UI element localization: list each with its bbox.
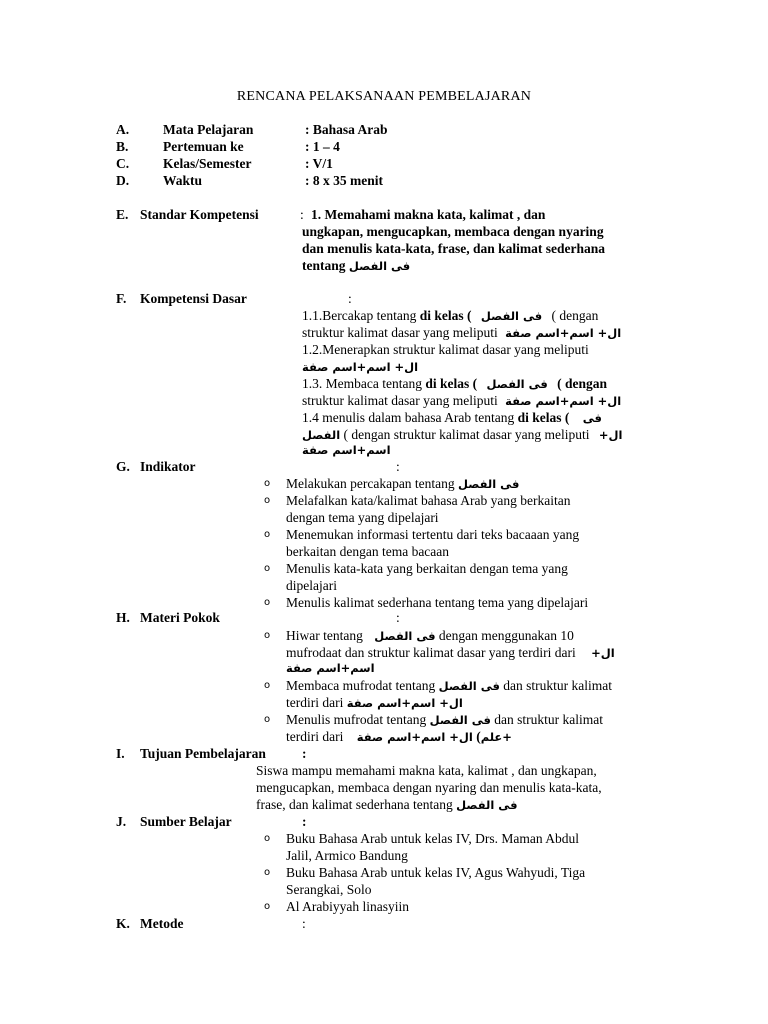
arabic-fil-fasl: فى الفصل: [374, 629, 436, 643]
bullet: o: [264, 563, 271, 574]
kd-1-3-struktur: struktur kalimat dasar yang meliputi: [302, 393, 498, 408]
bullet: o: [264, 867, 271, 878]
section-e-label: Standar Kompetensi: [140, 207, 259, 222]
indikator-3-line-2: berkaitan dengan tema bacaan: [286, 544, 450, 559]
materi-1-line-1: [286, 627, 574, 645]
section-g-label: Indikator: [140, 459, 196, 474]
sumber-1-line-2: Jalil, Armico Bandung: [286, 848, 408, 863]
bullet: o: [264, 901, 271, 912]
kd-1-2-line-2: [302, 358, 418, 376]
arabic-fi: فى: [582, 411, 602, 425]
section-h-colon: :: [396, 610, 400, 625]
kd-1-4-bold: di kelas (: [517, 410, 570, 425]
arabic-fil-fasl: فى الفصل: [458, 477, 520, 491]
materi-3-terdiri: terdiri dari: [286, 729, 344, 744]
materi-1-text: Hiwar tentang: [286, 628, 363, 643]
section-j-label: Sumber Belajar: [140, 814, 232, 829]
section-i-letter: I.: [116, 746, 125, 761]
kd-1-1-suffix: ( dengan: [551, 308, 599, 323]
arabic-al-ism-sifa: ال+ اسم+اسم صفة: [505, 326, 622, 340]
arabic-ilm: +علم: [480, 730, 512, 744]
indikator-4-line-2: dipelajari: [286, 578, 337, 593]
row-d-letter: D.: [116, 173, 130, 188]
kd-1-3-text: 1.3. Membaca tentang: [302, 376, 426, 391]
arabic-ism-sifa: اسم+اسم صفة: [286, 661, 375, 675]
kd-1-2-line-1: 1.2.Menerapkan struktur kalimat dasar yang meliputi: [302, 342, 589, 357]
standar-kompetensi-tentang: tentang: [302, 258, 346, 273]
kd-1-3-bold: di kelas (: [425, 376, 478, 391]
materi-1-suffix: dengan menggunakan 10: [438, 628, 574, 643]
materi-2-line-2: [286, 694, 463, 712]
row-b-value: : 1 – 4: [305, 139, 340, 154]
arabic-ism-sifa: اسم+اسم صفة: [302, 443, 391, 457]
section-k-colon: :: [302, 916, 306, 931]
bullet: o: [264, 714, 271, 725]
kd-1-1-line-1: [302, 307, 598, 325]
bullet: o: [264, 597, 271, 608]
indikator-1-text: Melakukan percakapan tentang: [286, 476, 455, 491]
section-j-letter: J.: [116, 814, 127, 829]
section-g-colon: :: [396, 459, 400, 474]
row-d-value: : 8 x 35 menit: [305, 173, 383, 188]
row-a-value: : Bahasa Arab: [305, 122, 388, 137]
row-a-label: Mata Pelajaran: [163, 122, 254, 137]
materi-1-struktur: mufrodaat dan struktur kalimat dasar yang terdiri dari: [286, 645, 576, 660]
section-f-letter: F.: [116, 291, 127, 306]
bullet: o: [264, 478, 271, 489]
row-c-letter: C.: [116, 156, 130, 171]
standar-kompetensi-line-1: 1. Memahami makna kata, kalimat , dan: [311, 207, 546, 222]
materi-3-line-2: [286, 728, 512, 746]
materi-3-line-1: [286, 711, 603, 729]
section-h-letter: H.: [116, 610, 130, 625]
section-e-colon: :: [300, 207, 304, 222]
section-h-label: Materi Pokok: [140, 610, 220, 625]
tujuan-line-3-text: frase, dan kalimat sederhana tentang: [256, 797, 453, 812]
sumber-1-line-1: Buku Bahasa Arab untuk kelas IV, Drs. Maman Abdul: [286, 831, 579, 846]
section-e-letter: E.: [116, 207, 129, 222]
kd-1-1-struktur: struktur kalimat dasar yang meliputi: [302, 325, 498, 340]
section-i-colon: :: [302, 746, 307, 761]
row-b-letter: B.: [116, 139, 129, 154]
arabic-al-ism-sifa: ال+ اسم+اسم صفة: [302, 360, 419, 374]
row-c-value: : V/1: [305, 156, 333, 171]
indikator-5: Menulis kalimat sederhana tentang tema yang dipelajari: [286, 595, 589, 610]
bullet: o: [264, 833, 271, 844]
row-a-letter: A.: [116, 122, 130, 137]
indikator-4-line-1: Menulis kata-kata yang berkaitan dengan tema yang: [286, 561, 568, 576]
standar-kompetensi-line-2: ungkapan, mengucapkan, membaca dengan nyaring: [302, 224, 604, 239]
kd-1-4-text: 1.4 menulis dalam bahasa Arab tentang: [302, 410, 518, 425]
arabic-fil-fasl: فى الفصل: [480, 309, 543, 323]
arabic-al-ism-sifa: ال+ اسم+اسم صفة: [505, 394, 622, 408]
arabic-fil-fasl: فى الفصل: [429, 713, 491, 727]
arabic-fil-fasl: فى الفصل: [438, 679, 500, 693]
bullet: o: [264, 529, 271, 540]
kd-1-3-line-1: [302, 375, 607, 393]
section-k-label: Metode: [140, 916, 184, 931]
materi-2-suffix: dan struktur kalimat: [503, 678, 612, 693]
standar-kompetensi-line-3: dan menulis kata-kata, frase, dan kalimat sederhana: [302, 241, 606, 256]
kd-1-1-bold: di kelas (: [419, 308, 472, 323]
materi-3-suffix: dan struktur kalimat: [494, 712, 604, 727]
section-g-letter: G.: [116, 459, 130, 474]
bullet: o: [264, 630, 271, 641]
arabic-fil-fasl: فى الفصل: [348, 259, 411, 273]
row-d-label: Waktu: [163, 173, 203, 188]
row-c-label: Kelas/Semester: [163, 156, 252, 171]
section-j-colon: :: [302, 814, 307, 829]
indikator-2-line-2: dengan tema yang dipelajari: [286, 510, 439, 525]
section-f-colon: :: [348, 291, 352, 306]
materi-1-line-3: [286, 659, 375, 677]
tujuan-line-2: mengucapkan, membaca dengan nyaring dan menulis kata-kata,: [256, 780, 602, 795]
materi-3-text: Menulis mufrodat tentang: [286, 712, 427, 727]
section-f-label: Kompetensi Dasar: [140, 291, 247, 306]
arabic-al-fasl: الفصل: [302, 428, 341, 442]
sumber-2-line-1: Buku Bahasa Arab untuk kelas IV, Agus Wahyudi, Tiga: [286, 865, 586, 880]
sumber-2-line-2: Serangkai, Solo: [286, 882, 372, 897]
arabic-fil-fasl: فى الفصل: [486, 377, 548, 391]
kd-1-4-line-1: [302, 409, 602, 427]
kd-1-4-line-3: [302, 441, 391, 459]
section-i-label: Tujuan Pembelajaran: [140, 746, 266, 761]
materi-2-terdiri: terdiri dari: [286, 695, 344, 710]
sumber-3: Al Arabiyyah linasyiin: [286, 899, 409, 914]
standar-kompetensi-line-4: [302, 257, 410, 275]
kd-1-3-line-2: [302, 392, 621, 410]
row-b-label: Pertemuan ke: [163, 139, 244, 154]
arabic-al-ism-sifa: ال+ اسم+اسم صفة: [356, 730, 473, 744]
kd-1-4-suffix: ( dengan struktur kalimat dasar yang meliputi: [343, 427, 590, 442]
materi-2-line-1: [286, 677, 612, 695]
bullet: o: [264, 495, 271, 506]
materi-2-text: Membaca mufrodat tentang: [286, 678, 436, 693]
arabic-al-plus: ال+: [598, 428, 623, 442]
indikator-2-line-1: Melafalkan kata/kalimat bahasa Arab yang berkaitan: [286, 493, 571, 508]
page-title: RENCANA PELAKSANAAN PEMBELAJARAN: [236, 89, 532, 104]
kd-1-3-suffix: ( dengan: [557, 376, 608, 391]
kd-1-1-text: 1.1.Bercakap tentang: [302, 308, 420, 323]
arabic-fil-fasl: فى الفصل: [456, 798, 518, 812]
arabic-al-plus: ال+: [591, 646, 615, 660]
indikator-3-line-1: Menemukan informasi tertentu dari teks bacaaan yang: [286, 527, 580, 542]
bullet: o: [264, 680, 271, 691]
indikator-1: [286, 475, 519, 493]
section-k-letter: K.: [116, 916, 130, 931]
arabic-al-ism-sifa: ال+ اسم+اسم صفة: [346, 696, 463, 710]
tujuan-line-1: Siswa mampu memahami makna kata, kalimat , dan ungkapan,: [256, 763, 597, 778]
kd-1-1-line-2: [302, 324, 621, 342]
tujuan-line-3: [256, 796, 517, 814]
materi-3-paren: ): [476, 729, 481, 744]
